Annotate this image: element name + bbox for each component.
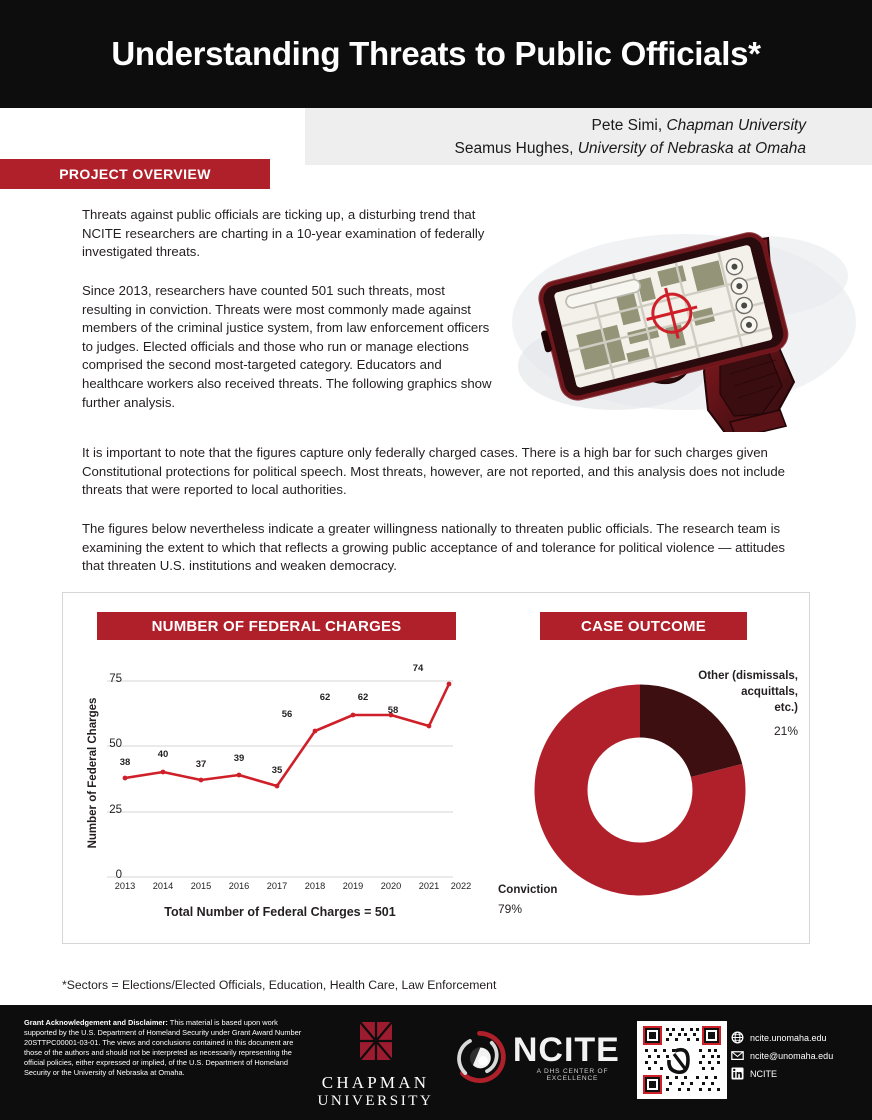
chapman-wordmark-line2: UNIVERSITY [317, 1093, 434, 1109]
qr-code[interactable] [637, 1021, 727, 1099]
chart-title-number-of-federal-charges: NUMBER OF FEDERAL CHARGES [97, 612, 456, 640]
donut-label-conviction: Conviction [498, 884, 558, 896]
contact-linkedin-text: NCITE [750, 1068, 777, 1079]
gun-phone-illustration [494, 196, 872, 432]
donut-label-other-line1: Other (dismissals, [698, 670, 798, 682]
donut-label-other-line2: acquittals, [741, 686, 798, 698]
x-tick-2017: 2017 [266, 881, 288, 891]
x-tick-2015: 2015 [190, 881, 212, 891]
overview-paragraph-2: Since 2013, researchers have counted 501 such threats, most resulting in conviction. Threats were most commonly made against members of the criminal justice system, from law enforcement officers to judges. Elected officials and those who run or manage elections comprised the second most-targeted category. Educators and healthcare workers also received threats. The following graphics show further analysis. [82, 283, 492, 410]
donut-value-other: 21% [773, 724, 798, 738]
data-label-2020: 62 [357, 692, 369, 703]
author-line-1 [315, 114, 806, 137]
y-tick-75: 75 [109, 673, 122, 685]
contact-row-email[interactable] [731, 1049, 833, 1062]
authors-box [305, 108, 872, 165]
data-label-2016: 39 [233, 753, 245, 764]
overview-paragraph-4: The figures below nevertheless indicate a greater willingness nationally to threaten public officials. The research team is examining the extent to which that reflects a growing public acceptance of and tolerance for political violence — attitudes that threaten U.S. institutions and weaken democracy. [82, 521, 786, 574]
ncite-swirl-icon [452, 1028, 507, 1086]
data-label-2013: 38 [119, 757, 131, 768]
donut-label-other-line3: etc.) [774, 702, 798, 714]
author-1-affiliation: Chapman University [666, 117, 806, 134]
contact-row-linkedin[interactable] [731, 1067, 833, 1080]
contact-email-text: ncite@unomaha.edu [750, 1050, 834, 1061]
chapman-wordmark-line1: CHAPMAN [321, 1073, 430, 1092]
author-2-name: Seamus Hughes, [454, 140, 574, 157]
chart-title-case-outcome: CASE OUTCOME [540, 612, 747, 640]
data-label-2019: 62 [319, 692, 331, 703]
ncite-tagline: A DHS CENTER OF EXCELLENCE [536, 1067, 609, 1082]
donut-label-other [628, 668, 798, 716]
ncite-wordmark: NCITE [512, 1030, 620, 1069]
ncite-wordmark-block [512, 1030, 632, 1082]
page-title: Understanding Threats to Public Officials* [111, 35, 761, 72]
chapman-university-logo [308, 1018, 443, 1110]
x-tick-2016: 2016 [228, 881, 250, 891]
data-label-2014: 40 [157, 749, 169, 760]
overview-paragraph-1: Threats against public officials are ticking up, a disturbing trend that NCITE researchers are charting in a 10-year examination of federally investigated threats. [82, 207, 485, 260]
contact-website-text: ncite.unomaha.edu [750, 1032, 827, 1043]
grant-disclaimer-body: This material is based upon work supported by the U.S. Department of Homeland Security under Grant Award Number 20STTPC00001-03-01. The views and conclusions contained in this document are those of the authors and should not be interpreted as necessarily representing the official policies, either expressed or implied, of the U.S. Department of Homeland Security or the University of Nebraska at Omaha. [24, 1018, 302, 1077]
donut-value-conviction: 79% [498, 902, 523, 916]
x-tick-2013: 2013 [114, 881, 136, 891]
y-tick-0: 0 [115, 869, 122, 881]
data-label-2015: 37 [195, 759, 207, 770]
data-label-2017: 35 [271, 765, 283, 776]
author-2-affiliation: University of Nebraska at Omaha [577, 140, 806, 157]
sectors-footnote: *Sectors = Elections/Elected Officials, Education, Health Care, Law Enforcement [62, 978, 497, 992]
globe-icon [731, 1031, 744, 1044]
line-chart-caption: Total Number of Federal Charges = 501 [164, 905, 396, 919]
envelope-icon [731, 1049, 744, 1062]
chapman-crest-icon [353, 1018, 399, 1064]
contact-list [731, 1031, 833, 1085]
x-tick-2018: 2018 [304, 881, 326, 891]
y-tick-25: 25 [109, 804, 122, 816]
y-tick-50: 50 [109, 738, 122, 750]
author-line-2 [315, 137, 806, 160]
x-tick-2022: 2022 [450, 881, 472, 891]
section-banner-project-overview: PROJECT OVERVIEW [0, 159, 270, 189]
author-1-name: Pete Simi, [591, 117, 663, 134]
grant-disclaimer [24, 1018, 304, 1077]
overview-paragraph-3: It is important to note that the figures capture only federally charged cases. There is a high bar for such charges given Constitutional protections for political speech. Most threats, however, are not reported, and this analysis does not include threats that were reported to local authorities. [82, 445, 785, 498]
data-label-2018: 56 [281, 709, 293, 720]
x-tick-2021: 2021 [418, 881, 440, 891]
data-label-2022: 74 [412, 663, 424, 674]
data-label-2021: 58 [387, 705, 399, 716]
x-tick-2020: 2020 [380, 881, 402, 891]
linkedin-icon [731, 1067, 744, 1080]
line-chart-y-axis-label: Number of Federal Charges [87, 697, 99, 849]
x-tick-2014: 2014 [152, 881, 174, 891]
ncite-logo [452, 1028, 632, 1086]
x-tick-2019: 2019 [342, 881, 364, 891]
grant-disclaimer-lead: Grant Acknowledgement and Disclaimer: [24, 1018, 168, 1027]
contact-row-website[interactable] [731, 1031, 833, 1044]
